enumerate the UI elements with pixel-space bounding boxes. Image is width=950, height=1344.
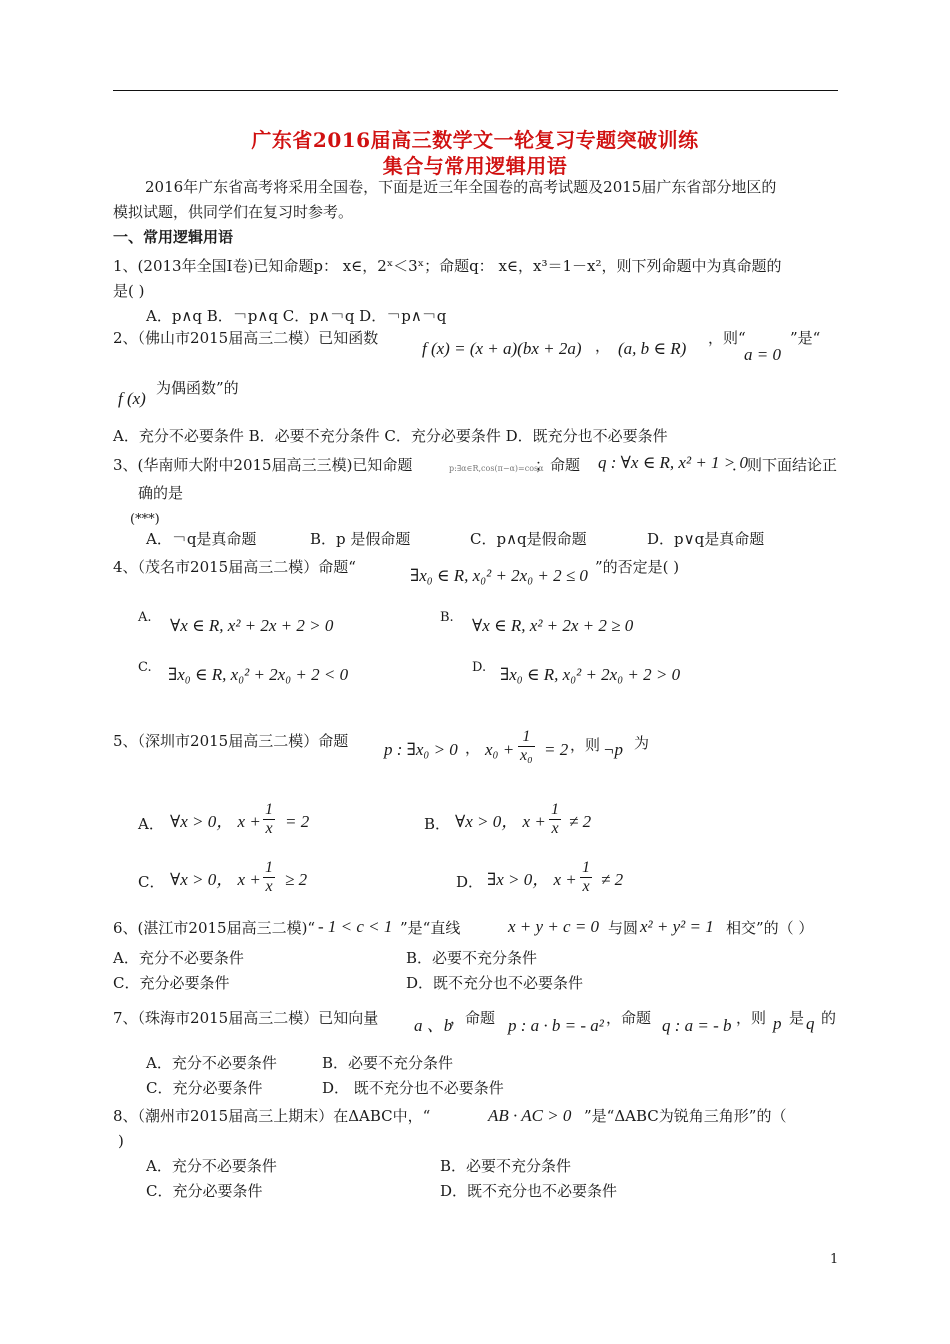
q8-tail: ”是“ΔABC为锐角三角形”的（ xyxy=(584,1107,787,1125)
q4-option-d: ∃x₀ ∈ R, x₀² + 2x₀ + 2 > 0 xyxy=(500,665,681,684)
q3-option-d: D．p∨q是真命题 xyxy=(647,530,765,548)
q6-cond: - 1 < c < 1 xyxy=(318,917,393,936)
page-number: 1 xyxy=(830,1252,839,1267)
q5-d-label: D． xyxy=(456,873,484,891)
q2-then: ，则“ xyxy=(708,329,746,347)
q7-vectors: a 、b xyxy=(414,1016,453,1035)
q8-line-2: ) xyxy=(118,1132,124,1150)
q4-b-label: B. xyxy=(440,610,454,625)
q5-wei: 为 xyxy=(634,734,650,752)
q4-a-label: A. xyxy=(138,610,152,625)
q3-tail: ．则下面结论正 xyxy=(732,456,838,474)
q5-c-pre: ∀x > 0， x + xyxy=(170,870,261,889)
q2-options: A．充分不必要条件 B．必要不充分条件 C．充分必要条件 D．既充分也不必要条件 xyxy=(113,427,668,445)
q6-option-b: B．必要不充分条件 xyxy=(406,949,538,967)
q7-is: 是 xyxy=(789,1009,805,1027)
q4-tail: ”的否定是( ) xyxy=(595,558,680,576)
q5-c-frac: $\frac{1}{x}$ xyxy=(265,859,273,895)
q2-tail: 为偶函数”的 xyxy=(156,379,239,397)
q5-a-post: = 2 xyxy=(285,812,310,831)
q5-b-post: ≠ 2 xyxy=(569,812,592,831)
q7-p: p : a · b = - a² xyxy=(508,1016,604,1035)
q6-with: 与圆 xyxy=(608,919,639,937)
q3-option-b: B．p 是假命题 xyxy=(310,530,411,548)
q4-option-a: ∀x ∈ R, x² + 2x + 2 > 0 xyxy=(170,616,334,635)
q8-cond: AB · AC > 0 xyxy=(488,1106,572,1125)
q1-line-2: 是( ) xyxy=(113,282,145,300)
q3-mark: (***) xyxy=(130,512,160,527)
q3-lead: 3、(华南师大附中2015届高三三模)已知命题 xyxy=(113,456,413,474)
q3-line-2: 确的是 xyxy=(138,484,184,502)
q6-lead: 6、(湛江市2015届高三二模)“ xyxy=(113,919,316,937)
q7-option-c: C．充分必要条件 xyxy=(146,1079,263,1097)
q3-option-a: A．￢q是真命题 xyxy=(146,530,257,548)
q5-d-post: ≠ 2 xyxy=(601,870,624,889)
q4-lead: 4、（茂名市2015届高三二模）命题“ xyxy=(113,558,356,576)
intro-line-2: 模拟试题，供同学们在复习时参考。 xyxy=(113,203,354,221)
q3-mid: ；命题 xyxy=(535,456,581,474)
header-rule xyxy=(113,90,838,91)
q5-comma: ， xyxy=(465,739,481,757)
q5-a-frac: $\frac{1}{x}$ xyxy=(265,801,273,837)
q2-formula: f (x) = (x + a)(bx + 2a) xyxy=(422,339,582,358)
intro-line-1: 2016年广东省高考将采用全国卷，下面是近三年全国卷的高考试题及2015届广东省部分地区的 xyxy=(145,178,777,196)
q6-circle: x² + y² = 1 xyxy=(640,917,714,936)
q7-qq: q xyxy=(806,1014,815,1033)
q2-lead: 2、（佛山市2015届高三二模）已知函数 xyxy=(113,329,379,347)
q3-p-proposition: p:∃α∈R,cos(π−α)=cosα xyxy=(449,464,544,473)
q5-tail: ，则 xyxy=(570,736,601,754)
q7-mid2: ，命题 xyxy=(606,1009,652,1027)
q5-c-label: C． xyxy=(138,873,165,891)
q1-line-1: 1、(2013年全国Ⅰ卷)已知命题p： x∈，2ˣ＜3ˣ；命题q： x∈，x³＝1－x²，则下列命题中为真命题的 xyxy=(113,257,782,275)
q5-b-frac: $\frac{1}{x}$ xyxy=(551,801,559,837)
q8-option-b: B．必要不充分条件 xyxy=(440,1157,572,1175)
q4-option-c: ∃x₀ ∈ R, x₀² + 2x₀ + 2 < 0 xyxy=(168,665,349,684)
q6-option-d: D．既不充分也不必要条件 xyxy=(406,974,584,992)
q8-lead: 8、（潮州市2015届高三上期末）在ΔABC中，“ xyxy=(113,1107,431,1125)
q6-mid: ”是“直线 xyxy=(400,919,461,937)
q7-mid1: ，命题 xyxy=(450,1009,496,1027)
q7-option-b: B．必要不充分条件 xyxy=(322,1054,454,1072)
q4-c-label: C. xyxy=(138,660,152,675)
q5-b-pre: ∀x > 0， x + xyxy=(455,812,546,831)
q5-c-post: ≥ 2 xyxy=(285,870,308,889)
q6-option-a: A．充分不必要条件 xyxy=(113,949,244,967)
q7-lead: 7、（珠海市2015届高三二模）已知向量 xyxy=(113,1009,379,1027)
q2-sep: ， xyxy=(595,337,611,355)
q8-option-c: C．充分必要条件 xyxy=(146,1182,263,1200)
q7-mid3: ，则 xyxy=(736,1009,767,1027)
q4-option-b: ∀x ∈ R, x² + 2x + 2 ≥ 0 xyxy=(472,616,634,635)
q7-option-d: D． 既不充分也不必要条件 xyxy=(322,1079,504,1097)
q2-domain: (a, b ∈ R) xyxy=(618,339,687,358)
q6-tail: 相交”的（ ） xyxy=(726,919,814,937)
q5-frac-den: x₀ xyxy=(520,747,533,764)
q2-cond: a = 0 xyxy=(744,345,781,364)
q7-de: 的 xyxy=(821,1009,837,1027)
q5-eq: = 2 xyxy=(544,740,569,759)
page-title: 广东省2016届高三数学文一轮复习专题突破训练 xyxy=(251,128,699,152)
q5-frac-num: 1 xyxy=(518,728,535,747)
q5-a-label: A． xyxy=(138,815,164,833)
q5-x0: x₀ + xyxy=(485,740,515,759)
q8-option-d: D．既不充分也不必要条件 xyxy=(440,1182,618,1200)
q4-formula: ∃x₀ ∈ R, x₀² + 2x₀ + 2 ≤ 0 xyxy=(410,566,588,585)
q2-is: ”是“ xyxy=(790,329,821,347)
q5-b-label: B． xyxy=(424,815,451,833)
q3-option-c: C．p∧q是假命题 xyxy=(470,530,587,548)
q3-q-proposition: q : ∀x ∈ R, x² + 1 > 0 xyxy=(598,453,749,472)
q5-d-frac: $\frac{1}{x}$ xyxy=(582,859,590,895)
q5-a-pre: ∀x > 0， x + xyxy=(170,812,261,831)
q6-line: x + y + c = 0 xyxy=(508,917,600,936)
page-subtitle: 集合与常用逻辑用语 xyxy=(382,154,568,178)
q2-fx: f (x) xyxy=(118,389,146,408)
q7-pp: p xyxy=(773,1014,782,1033)
q5-d-pre: ∃x > 0， x + xyxy=(487,870,577,889)
q1-options: A．p∧q B．￢p∧q C．p∧￢q D．￢p∧￢q xyxy=(146,307,447,325)
q5-p: p : ∃x₀ > 0 xyxy=(384,740,458,759)
q5-notp: ¬p xyxy=(603,740,623,759)
section-heading: 一、常用逻辑用语 xyxy=(113,228,234,246)
q5-fraction xyxy=(518,728,535,765)
q7-q: q : a = - b xyxy=(662,1016,732,1035)
q5-lead: 5、（深圳市2015届高三二模）命题 xyxy=(113,732,349,750)
q6-option-c: C．充分必要条件 xyxy=(113,974,230,992)
q7-option-a: A．充分不必要条件 xyxy=(146,1054,277,1072)
q4-d-label: D. xyxy=(472,660,487,675)
q8-option-a: A．充分不必要条件 xyxy=(146,1157,277,1175)
